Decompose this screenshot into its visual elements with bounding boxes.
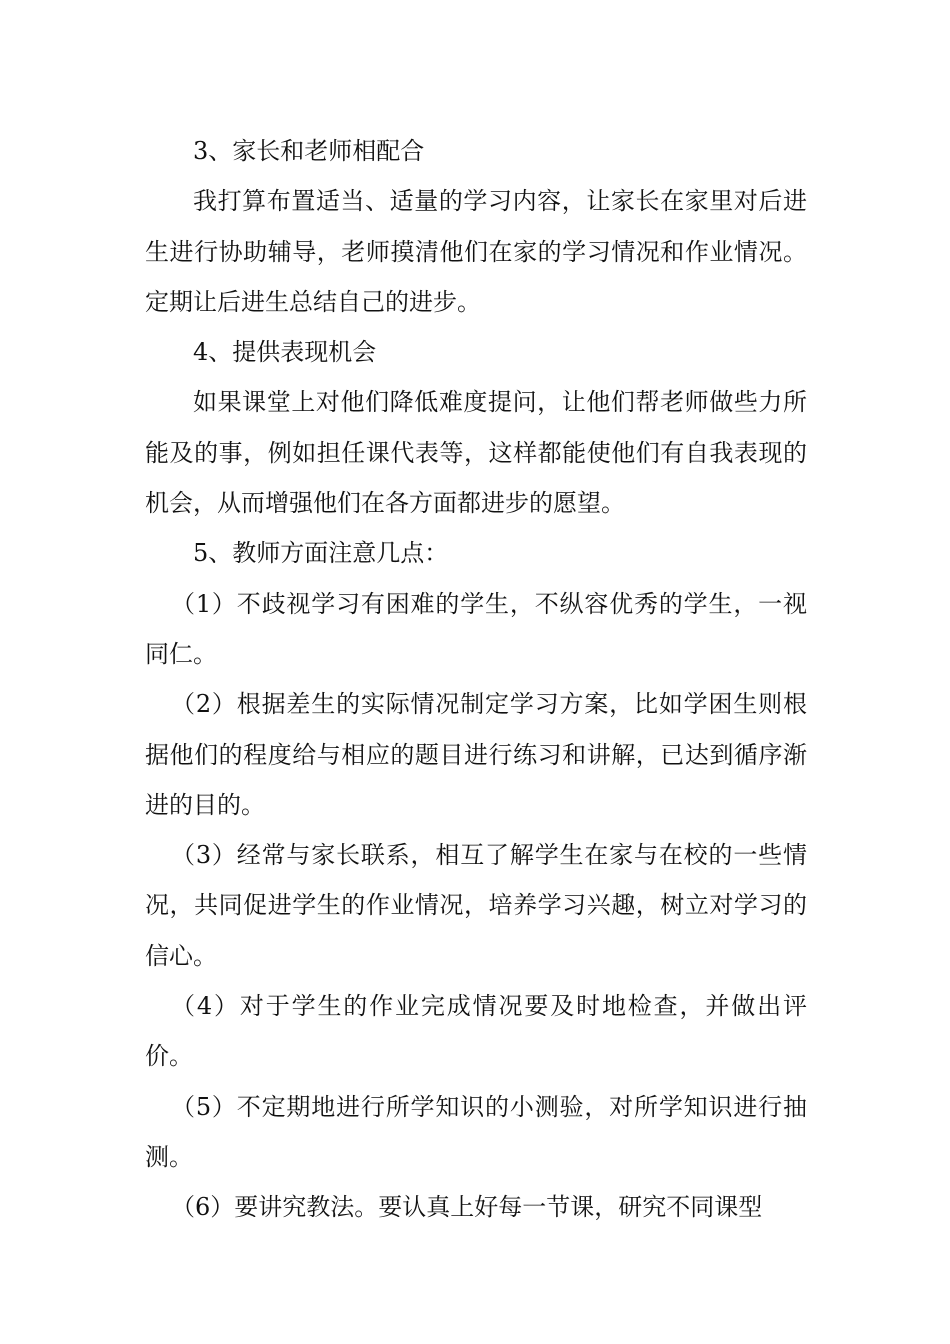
list-item-3: （3）经常与家长联系，相互了解学生在家与在校的一些情况，共同促进学生的作业情况，培养学习兴趣，树立对学习的信心。 bbox=[145, 841, 807, 970]
list-item-5: （5）不定期地进行所学知识的小测验，对所学知识进行抽测。 bbox=[145, 1092, 807, 1171]
list-item-6: （6）要讲究教法。要认真上好每一节课，研究不同课型 bbox=[171, 1193, 763, 1222]
heading-teacher-notes: 5、教师方面注意几点： bbox=[193, 539, 449, 568]
heading-parent-teacher-cooperation: 3、家长和老师相配合 bbox=[193, 137, 425, 165]
list-item-4: （4）对于学生的作业完成情况要及时地检查，并做出评价。 bbox=[145, 992, 807, 1071]
list-item-2: （2）根据差生的实际情况制定学习方案，比如学困生则根据他们的程度给与相应的题目进行练习和讲解，已达到循序渐进的目的。 bbox=[145, 690, 807, 819]
document-page bbox=[145, 126, 807, 1233]
heading-performance-opportunities: 4、提供表现机会 bbox=[193, 338, 377, 367]
list-item-1: （1）不歧视学习有困难的学生，不纵容优秀的学生，一视同仁。 bbox=[145, 589, 807, 668]
paragraph-homework-plan: 我打算布置适当、适量的学习内容，让家长在家里对后进生进行协助辅导，老师摸清他们在家的学习情况和作业情况。定期让后进生总结自己的进步。 bbox=[145, 187, 807, 316]
paragraph-classroom-questions: 如果课堂上对他们降低难度提问，让他们帮老师做些力所能及的事，例如担任课代表等，这样都能使他们有自我表现的机会，从而增强他们在各方面都进步的愿望。 bbox=[145, 388, 807, 518]
